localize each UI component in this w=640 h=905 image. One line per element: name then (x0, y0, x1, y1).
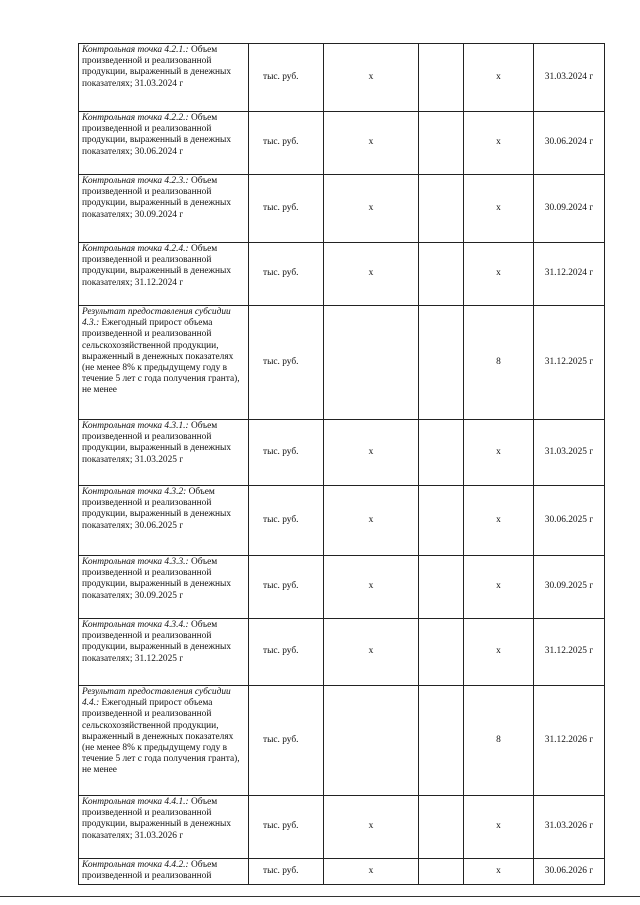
row-text: Объем произведенной и реализованной продукции, выраженный в денежных показателях; 31.03.2024 г (82, 45, 232, 89)
value-cell: х (464, 619, 534, 686)
description-cell (79, 486, 249, 556)
row-text: Ежегодный прирост объема произведенной и реализованной сельскохозяйственной продукции, выраженный в денежных показателях (не менее 8% к предыдущему году в течение 5 лет с года получения гранта), не менее (82, 698, 240, 776)
table-row (79, 306, 605, 420)
value-cell: х (324, 486, 419, 556)
row-text: Ежегодный прирост объема произведенной и реализованной сельскохозяйственной продукции, выраженный в денежных показателях (не менее 8% к предыдущему году в течение 5 лет с года получения гранта), не менее (82, 318, 240, 396)
indicators-table (78, 43, 605, 885)
value-cell: х (464, 420, 534, 486)
row-text: Объем произведенной и реализованной продукции, выраженный в денежных показателях; 31.12.2024 г (82, 244, 232, 288)
table-row (79, 619, 605, 686)
table-row (79, 686, 605, 796)
description-cell (79, 796, 249, 859)
row-label: Результат предоставления субсидии 4.4.: (82, 687, 231, 709)
row-text: Объем произведенной и реализованной (82, 860, 218, 882)
value-cell (419, 859, 464, 885)
page-bottom-rule (0, 896, 640, 897)
value-cell: х (324, 175, 419, 243)
row-text: Объем произведенной и реализованной продукции, выраженный в денежных показателях; 31.12.2025 г (82, 620, 232, 664)
unit-cell: тыс. руб. (249, 44, 324, 112)
value-cell: х (324, 420, 419, 486)
table-row (79, 243, 605, 306)
description-cell (79, 859, 249, 885)
value-cell (419, 243, 464, 306)
value-cell (419, 619, 464, 686)
description-cell (79, 243, 249, 306)
date-cell: 30.09.2024 г (534, 175, 605, 243)
description-cell (79, 306, 249, 420)
value-cell (324, 686, 419, 796)
value-cell (419, 306, 464, 420)
row-label: Контрольная точка 4.3.3.: (82, 557, 189, 567)
value-cell (419, 420, 464, 486)
value-cell: х (464, 556, 534, 619)
unit-cell: тыс. руб. (249, 556, 324, 619)
table-row (79, 420, 605, 486)
value-cell (419, 175, 464, 243)
row-label: Контрольная точка 4.3.1.: (82, 421, 189, 431)
date-cell: 31.03.2025 г (534, 420, 605, 486)
value-cell (419, 686, 464, 796)
value-cell (419, 486, 464, 556)
value-cell: х (324, 619, 419, 686)
date-cell: 31.12.2026 г (534, 686, 605, 796)
table-row (79, 796, 605, 859)
description-cell (79, 619, 249, 686)
row-text: Объем произведенной и реализованной продукции, выраженный в денежных показателях; 30.09.2024 г (82, 176, 232, 220)
row-text: Объем произведенной и реализованной продукции, выраженный в денежных показателях; 30.06.2025 г (82, 487, 232, 531)
value-cell: х (464, 175, 534, 243)
value-cell: х (324, 243, 419, 306)
value-cell: х (464, 112, 534, 175)
row-label: Контрольная точка 4.2.4.: (82, 244, 189, 254)
value-cell (419, 796, 464, 859)
description-cell (79, 175, 249, 243)
table-row (79, 44, 605, 112)
date-cell: 31.03.2026 г (534, 796, 605, 859)
date-cell: 31.03.2024 г (534, 44, 605, 112)
value-cell (419, 44, 464, 112)
value-cell: 8 (464, 686, 534, 796)
row-text: Объем произведенной и реализованной продукции, выраженный в денежных показателях; 31.03.2025 г (82, 421, 232, 465)
row-label: Контрольная точка 4.2.1.: (82, 45, 189, 55)
description-cell (79, 44, 249, 112)
value-cell: х (464, 44, 534, 112)
date-cell: 31.12.2025 г (534, 619, 605, 686)
row-text: Объем произведенной и реализованной продукции, выраженный в денежных показателях; 31.03.2026 г (82, 797, 232, 841)
value-cell (419, 112, 464, 175)
value-cell: х (324, 112, 419, 175)
date-cell: 30.09.2025 г (534, 556, 605, 619)
value-cell: х (464, 859, 534, 885)
row-label: Результат предоставления субсидии 4.3.: (82, 307, 231, 329)
unit-cell: тыс. руб. (249, 859, 324, 885)
value-cell: х (324, 44, 419, 112)
unit-cell: тыс. руб. (249, 243, 324, 306)
unit-cell: тыс. руб. (249, 686, 324, 796)
date-cell: 30.06.2024 г (534, 112, 605, 175)
row-label: Контрольная точка 4.3.2: (82, 487, 187, 497)
description-cell (79, 556, 249, 619)
description-cell (79, 420, 249, 486)
table-row (79, 175, 605, 243)
unit-cell: тыс. руб. (249, 796, 324, 859)
value-cell: х (324, 556, 419, 619)
row-text: Объем произведенной и реализованной продукции, выраженный в денежных показателях; 30.06.2024 г (82, 113, 232, 157)
row-label: Контрольная точка 4.3.4.: (82, 620, 189, 630)
unit-cell: тыс. руб. (249, 112, 324, 175)
value-cell (419, 556, 464, 619)
unit-cell: тыс. руб. (249, 306, 324, 420)
unit-cell: тыс. руб. (249, 420, 324, 486)
value-cell: х (324, 859, 419, 885)
table-row (79, 486, 605, 556)
unit-cell: тыс. руб. (249, 486, 324, 556)
value-cell: х (324, 796, 419, 859)
date-cell: 31.12.2024 г (534, 243, 605, 306)
description-cell (79, 686, 249, 796)
value-cell: х (464, 796, 534, 859)
value-cell: х (464, 486, 534, 556)
date-cell: 30.06.2026 г (534, 859, 605, 885)
unit-cell: тыс. руб. (249, 619, 324, 686)
value-cell (324, 306, 419, 420)
row-text: Объем произведенной и реализованной продукции, выраженный в денежных показателях; 30.09.2025 г (82, 557, 232, 601)
row-label: Контрольная точка 4.4.2.: (82, 860, 189, 870)
description-cell (79, 112, 249, 175)
row-label: Контрольная точка 4.2.2.: (82, 113, 189, 123)
date-cell: 31.12.2025 г (534, 306, 605, 420)
date-cell: 30.06.2025 г (534, 486, 605, 556)
row-label: Контрольная точка 4.4.1.: (82, 797, 189, 807)
table-row (79, 556, 605, 619)
table-row (79, 112, 605, 175)
value-cell: 8 (464, 306, 534, 420)
table-row (79, 859, 605, 885)
unit-cell: тыс. руб. (249, 175, 324, 243)
row-label: Контрольная точка 4.2.3.: (82, 176, 189, 186)
value-cell: х (464, 243, 534, 306)
